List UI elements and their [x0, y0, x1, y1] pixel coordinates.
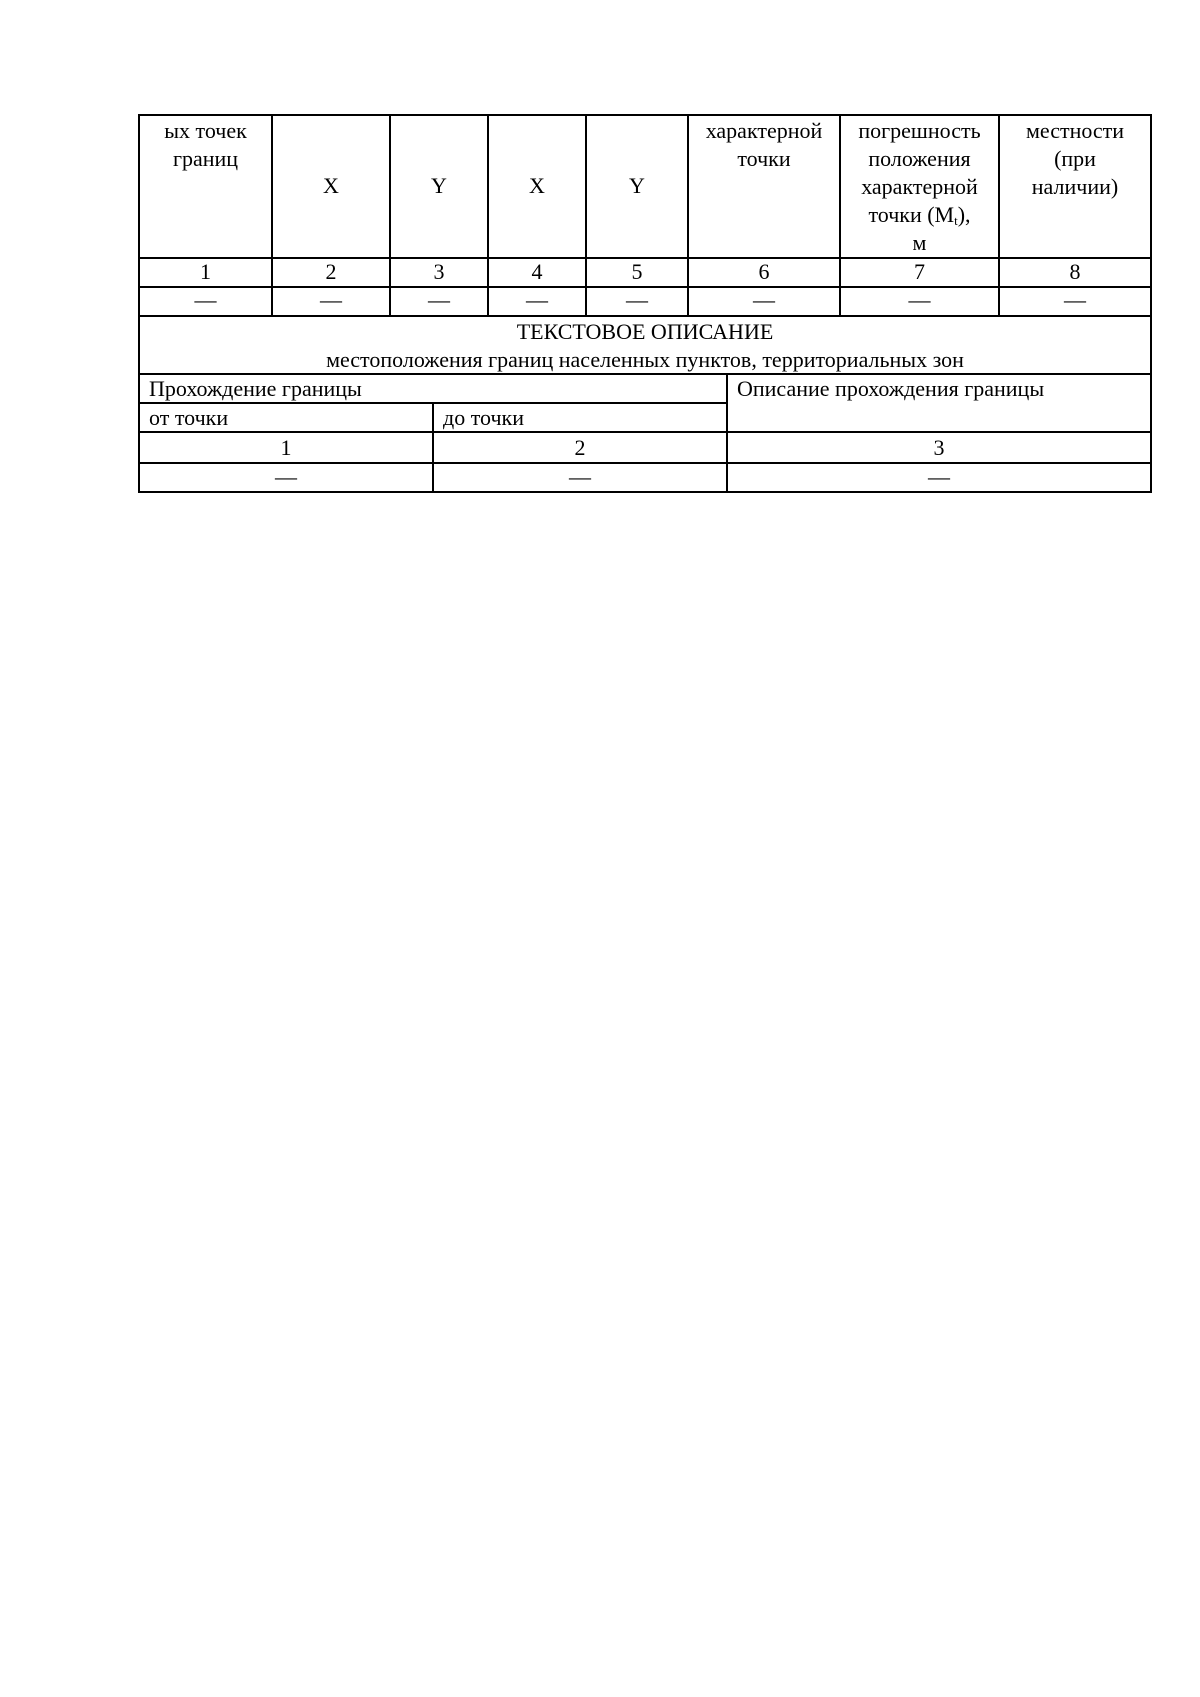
header-boundary-points: ых точек границ	[164, 118, 247, 171]
table-cell: —	[928, 464, 950, 489]
table-cell: —	[194, 287, 217, 312]
table-border-bottom	[138, 491, 1152, 493]
table-border-right	[1150, 315, 1152, 493]
col-number: 7	[914, 259, 925, 284]
table-cell: —	[526, 287, 548, 312]
header-terrain: местности (при наличии)	[1025, 118, 1125, 199]
col-number: 2	[325, 259, 337, 284]
header-passage-description: Описание прохождения границы	[737, 376, 1045, 401]
col-number: 3	[933, 435, 945, 460]
col-number: 5	[631, 259, 643, 284]
table-border-top	[138, 315, 1152, 317]
header-boundary-passage: Прохождение границы	[149, 376, 362, 401]
col-number: 1	[200, 259, 211, 284]
header-point-type: характерной точки	[705, 118, 823, 171]
table-cell: —	[428, 287, 450, 312]
header-x: X	[529, 173, 545, 198]
table-border-right	[1150, 114, 1152, 317]
col-number: 6	[758, 259, 770, 284]
col-number: 1	[280, 435, 292, 460]
header-position-error-subscript: t	[954, 213, 958, 228]
table-cell: —	[908, 287, 931, 312]
header-position-error	[841, 117, 998, 257]
header-position-error-suffix: ), м	[912, 202, 971, 255]
col-number: 4	[531, 259, 543, 284]
table-cell: —	[626, 287, 648, 312]
section-subtitle: местоположения границ населенных пунктов, территориальных зон	[326, 347, 964, 372]
header-from-point: от точки	[149, 405, 229, 430]
table-cell: —	[275, 464, 297, 489]
header-position-error-text: погрешность положения характерной точки (М	[858, 118, 981, 227]
table-cell: —	[569, 464, 591, 489]
header-x: X	[323, 173, 339, 198]
header-to-point: до точки	[443, 405, 524, 430]
table-cell: —	[1064, 287, 1086, 312]
section-title: ТЕКСТОВОЕ ОПИСАНИЕ	[516, 319, 774, 344]
table-cell: —	[320, 287, 342, 312]
col-number: 2	[574, 435, 586, 460]
table-cell: —	[753, 287, 775, 312]
header-y: Y	[629, 173, 645, 198]
header-y: Y	[431, 173, 447, 198]
col-number: 3	[433, 259, 445, 284]
col-number: 8	[1069, 259, 1081, 284]
